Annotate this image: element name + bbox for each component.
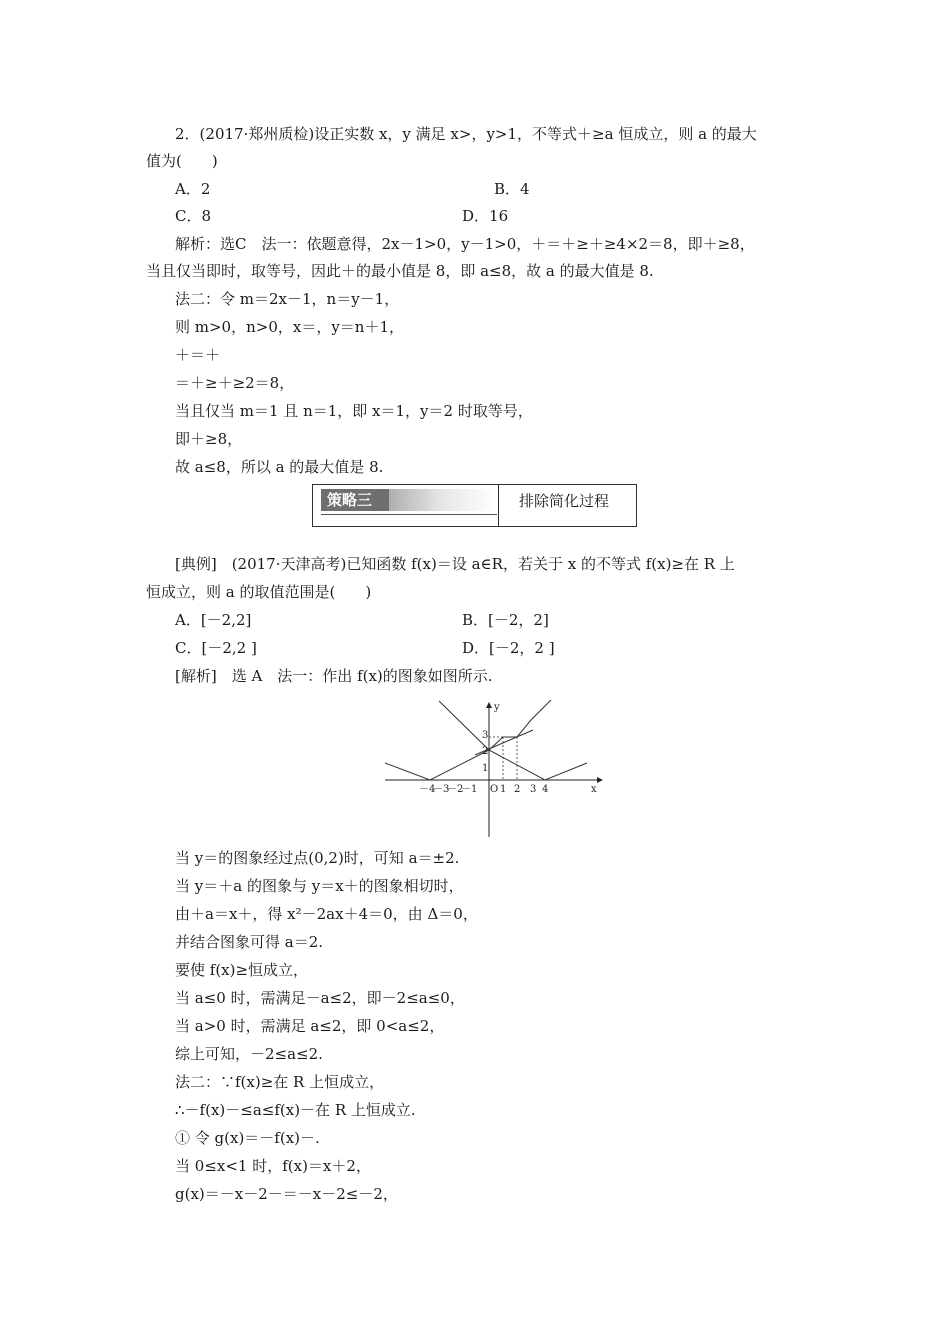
y-axis-arrow [486, 702, 492, 708]
example-option-b: B．[－2，2] [462, 611, 549, 629]
strategy-tag-label: 策略三 [327, 491, 373, 509]
solution-line: 当且仅当 m＝1 且 n＝1，即 x＝1，y＝2 时取等号， [175, 402, 533, 420]
example-option-d: D．[－2，2 ] [462, 639, 555, 657]
solution-line: ＋＝＋ [175, 346, 221, 364]
strategy-tag-banner [321, 489, 496, 511]
x-tick-label: 4 [542, 784, 549, 795]
solution-line: 当且仅当即时，取等号，因此＋的最小值是 8，即 a≤8，故 a 的最大值是 8. [146, 262, 654, 280]
analysis-line: 并结合图象可得 a＝2. [175, 933, 324, 951]
analysis-line: 要使 f(x)≥恒成立， [175, 961, 309, 979]
solution-line: 解析：选C 法一：依题意得，2x－1>0，y－1>0，＋＝＋≥＋≥4×2＝8，即＋≥8， [175, 235, 755, 253]
analysis-line: 由＋a＝x＋，得 x²－2ax＋4＝0，由 Δ＝0， [175, 905, 478, 923]
analysis-line: ∴－f(x)－≤a≤f(x)－在 R 上恒成立. [175, 1101, 416, 1119]
solution-line: 则 m>0，n>0，x＝，y＝n＋1， [175, 318, 405, 336]
analysis-line: 当 a≤0 时，需满足－a≤2，即－2≤a≤0， [175, 989, 465, 1007]
analysis-line: 当 y＝的图象经过点(0,2)时，可知 a＝±2. [175, 849, 460, 867]
example-option-c: C．[－2,2 ] [175, 639, 257, 657]
example-stem-line1: [典例] (2017·天津高考)已知函数 f(x)＝设 a∈R，若关于 x 的不等式 f(x)≥在 R 上 [175, 555, 735, 573]
problem-2-stem-line2: 值为( ) [146, 152, 218, 170]
solution-line: 即＋≥8， [175, 430, 243, 448]
x-tick-label: －4 [419, 784, 436, 795]
solution-line: 故 a≤8，所以 a 的最大值是 8. [175, 458, 384, 476]
solution-line: ＝＋≥＋≥2＝8， [175, 374, 295, 392]
y-tick-label: 2 [482, 746, 489, 757]
analysis-line: 当 y＝＋a 的图象与 y＝x＋的图象相切时， [175, 877, 464, 895]
x-tick-label: 3 [530, 784, 537, 795]
analysis-line: g(x)＝－x－2－＝－x－2≤－2， [175, 1185, 398, 1203]
example-option-a: A．[－2,2] [175, 611, 252, 629]
analysis-line: 法二：∵f(x)≥在 R 上恒成立， [175, 1073, 385, 1091]
strategy-underline [321, 514, 497, 515]
x-tick-label: －3 [433, 784, 450, 795]
option-c: C．8 [175, 207, 212, 225]
strategy-header [312, 484, 637, 527]
strategy-divider [498, 485, 499, 526]
solution-line: 法二：令 m＝2x－1，n＝y－1， [175, 290, 400, 308]
strategy-title: 排除简化过程 [519, 492, 610, 510]
origin-label: O [490, 784, 499, 795]
x-tick-label: －2 [447, 784, 464, 795]
x-axis-arrow [597, 777, 603, 783]
example-analysis-intro: [解析] 选 A 法一：作出 f(x)的图象如图所示. [175, 667, 493, 685]
y-tick-label: 1 [482, 763, 489, 774]
analysis-line: 当 a>0 时，需满足 a≤2，即 0<a≤2， [175, 1017, 445, 1035]
problem-2-stem-line1: 2．(2017·郑州质检)设正实数 x，y 满足 x>，y>1，不等式＋≥a 恒成立，则 a 的最大 [175, 125, 757, 143]
x-tick-label: －1 [461, 784, 478, 795]
x-tick-label: 2 [514, 784, 521, 795]
x-axis-label: x [591, 784, 597, 795]
option-b: B．4 [494, 180, 530, 198]
option-d: D．16 [462, 207, 509, 225]
y-axis-label: y [494, 702, 500, 713]
y-tick-label: 3 [482, 730, 489, 741]
function-graph [385, 700, 605, 840]
x-tick-label: 1 [500, 784, 507, 795]
analysis-line: 当 0≤x<1 时，f(x)＝x＋2， [175, 1157, 371, 1175]
option-a: A．2 [175, 180, 211, 198]
analysis-line: ① 令 g(x)＝－f(x)－. [175, 1129, 320, 1147]
analysis-line: 综上可知，－2≤a≤2. [175, 1045, 323, 1063]
example-stem-line2: 恒成立，则 a 的取值范围是( ) [146, 583, 372, 601]
